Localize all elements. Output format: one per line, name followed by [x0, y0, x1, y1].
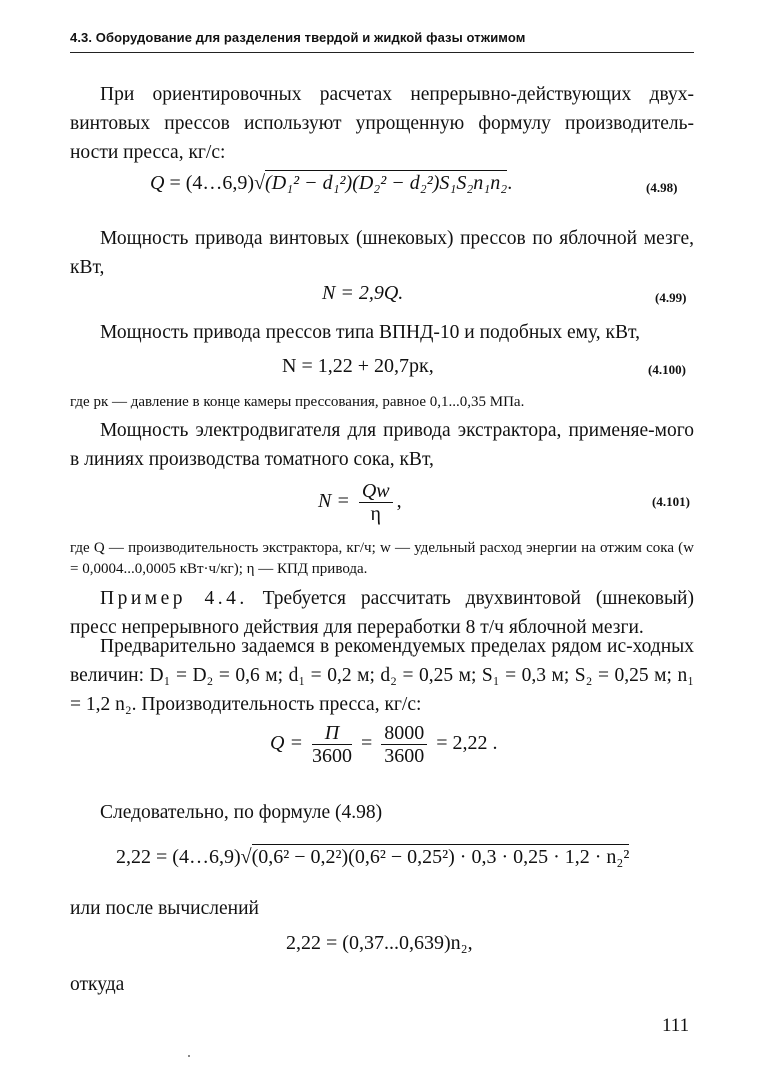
fraction-denominator: η [370, 503, 381, 525]
eq-lhs: N = [318, 490, 350, 513]
fraction-numerator: 8000 [381, 722, 427, 745]
page-number: 111 [662, 1015, 690, 1036]
paragraph-7: Следовательно, по формуле (4.98) [100, 802, 383, 823]
equation-q [270, 722, 498, 767]
running-header: 4.3. Оборудование для разделения твердой и жидкой фазы отжимом [70, 30, 526, 45]
eq-lhs: Q [150, 172, 165, 194]
fraction-1 [312, 722, 352, 767]
equation-calculation [116, 846, 629, 869]
paragraph-6: Предварительно задаемся в рекомендуемых пределах рядом ис-ходных величин: D₁ = D₂ = 0,6 м; d₁ = 0,2 м; d₂ = 0,25 м; S₁ = 0,3 м; S₂ = 0,25 м; n₁ = 1,2 n₂. Производительность пресса, кг/с: [70, 636, 694, 715]
fraction-numerator: П [312, 722, 352, 745]
eq-lhs: Q = [270, 732, 303, 755]
header-rule [70, 52, 694, 53]
equation-4-99: N = 2,9Q. [322, 282, 404, 304]
equation-4-101 [318, 480, 402, 525]
equation-number: (4.99) [655, 290, 687, 305]
example-label: Пример 4.4. [100, 588, 248, 609]
equation-4-98 [150, 172, 512, 195]
eq-result: = 2,22 . [436, 732, 498, 755]
eq-radicand: (D₁² − d₁²)(D₂² − d₂²)S₁S₂n₁n₂ [265, 172, 508, 194]
scan-speck [188, 1055, 190, 1057]
fraction-denominator: 3600 [384, 745, 425, 767]
equation-4-100: N = 1,22 + 20,7pк, [282, 355, 434, 377]
sqrt-sign: √ [240, 846, 252, 868]
eq-lhs: 2,22 = (4…6,9) [116, 846, 241, 868]
equation-number: (4.98) [646, 180, 678, 195]
paragraph-8: или после вычислений [70, 898, 259, 919]
eq-equals: = [360, 732, 373, 755]
fraction-2 [381, 722, 427, 767]
fraction-numerator: Qw [359, 480, 393, 503]
fraction-denominator: 3600 [311, 745, 352, 767]
fraction [359, 480, 393, 525]
paragraph-1: При ориентировочных расчетах непрерывно-действующих двух-винтовых прессов используют упрощенную формулу производитель-ности пресса, кг/с: [70, 84, 694, 163]
equation-number: (4.101) [652, 494, 690, 509]
eq-end: , [396, 490, 402, 513]
eq-radicand: (0,6² − 0,2²)(0,6² − 0,25²) · 0,3 · 0,25 · 1,2 · n₂² [251, 846, 630, 868]
example-text: Требуется рассчитать двухвинтовой (шнековый) пресс непрерывного действия для переработки 8 т/ч яблочной мезги. [70, 588, 694, 638]
note-definitions: где Q — производительность экстрактора, кг/ч; w — удельный расход энергии на отжим сока (w = 0,0004...0,0005 кВт·ч/кг); η — КПД привода. [70, 540, 694, 577]
equation-number: (4.100) [648, 362, 686, 377]
eq-coef: = (4…6,9) [164, 172, 255, 194]
equation-result: 2,22 = (0,37...0,639)n₂, [286, 932, 473, 954]
paragraph-3: Мощность привода прессов типа ВПНД-10 и подобных ему, кВт, [100, 322, 640, 343]
eq-end: . [507, 172, 513, 194]
note-pk: где pк — давление в конце камеры прессования, равное 0,1...0,35 МПа. [70, 394, 525, 410]
paragraph-4: Мощность электродвигателя для привода экстрактора, применяе-мого в линиях производства томатного сока, кВт, [70, 420, 694, 470]
paragraph-2: Мощность привода винтовых (шнековых) прессов по яблочной мезге, кВт, [70, 228, 694, 278]
paragraph-9: откуда [70, 974, 125, 995]
sqrt-sign: √ [254, 172, 266, 194]
